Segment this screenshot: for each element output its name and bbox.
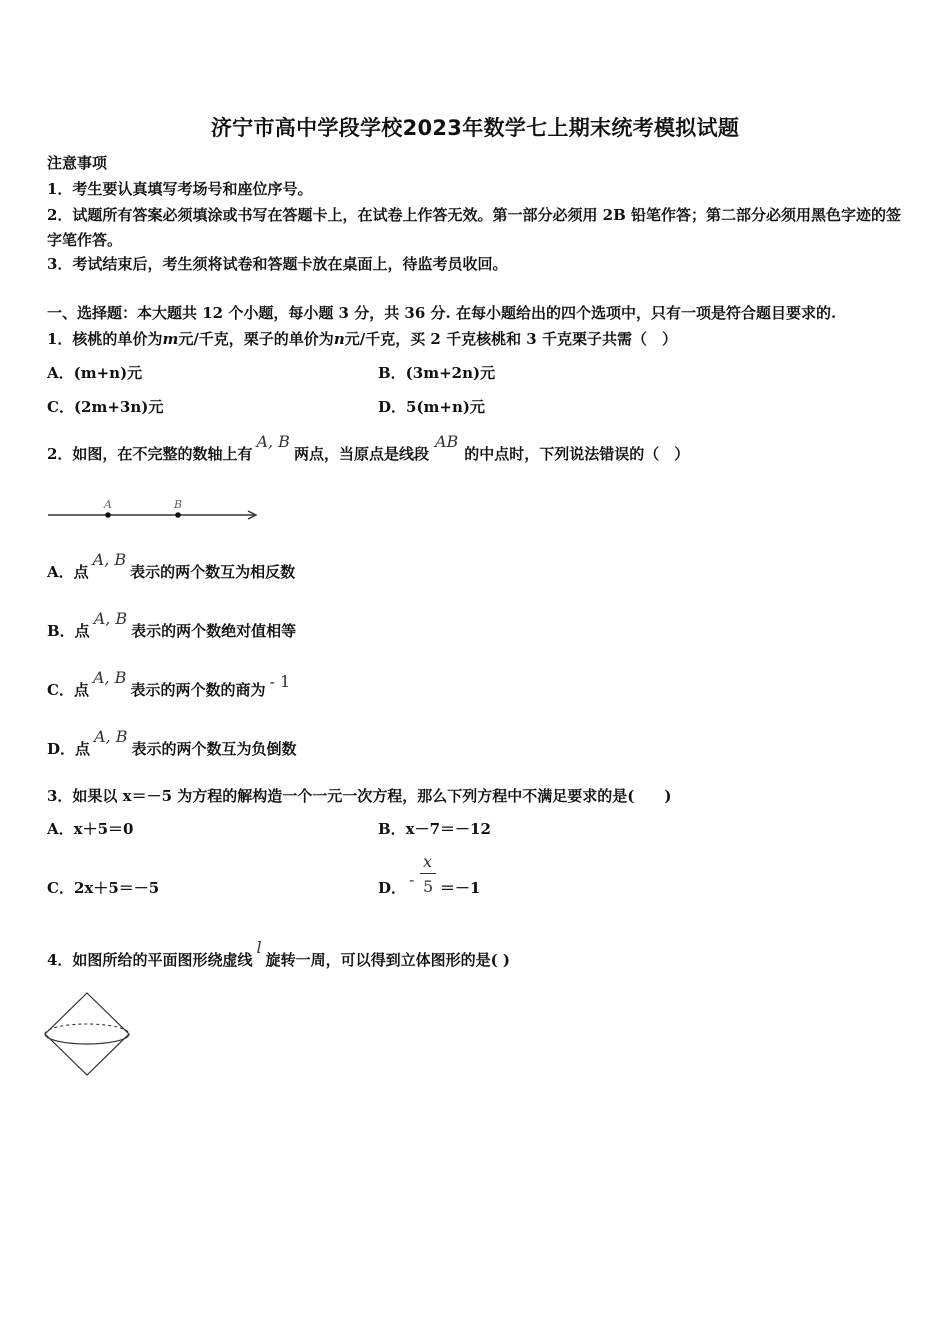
q2-option-prefix: B．点 (47, 622, 90, 640)
q1-stem-part: 1．核桃的单价为 (47, 330, 163, 348)
q2-stem-part: 2．如图，在不完整的数轴上有 (47, 445, 253, 463)
notice-item-2: 2．试题所有答案必须填涂或书写在答题卡上，在试卷上作答无效。第一部分必须用 2B 铅笔作答；第二部分必须用黑色字迹的签字笔作答。 (47, 206, 902, 249)
notice-heading: 注意事项 (47, 154, 108, 172)
number-line-figure (44, 494, 264, 526)
q2-option-prefix: C．点 (47, 681, 89, 699)
q1-option-c: C．(2m+3n)元 (47, 398, 164, 416)
point-a-label: A (104, 498, 112, 511)
q2-option-math: A, B (94, 727, 128, 746)
q2-option-text: 表示的两个数互为负倒数 (131, 740, 297, 758)
q3-option-b: B．x－7＝－12 (378, 820, 491, 838)
point-b-label: B (174, 498, 183, 511)
q4-stem-part: 旋转一周，可以得到立体图形的是( ) (265, 951, 510, 969)
q3-option-d-denominator: 5 (423, 877, 434, 896)
q2-option-text: 表示的两个数互为相反数 (130, 563, 296, 581)
q1-var-n: n (333, 330, 345, 348)
q2-option-a (47, 550, 296, 582)
question-2-stem (47, 432, 690, 464)
q1-option-a: A．(m+n)元 (47, 364, 143, 382)
q3-option-a: A．x＋5＝0 (47, 820, 134, 838)
q2-option-math: A, B (92, 550, 127, 569)
q2-option-b (47, 609, 297, 641)
rhombus-shape (45, 993, 129, 1075)
rotation-figure (40, 990, 136, 1082)
q3-option-d-rest: ＝－1 (440, 879, 481, 897)
q2-option-d (47, 727, 297, 759)
q4-stem-part: 4．如图所给的平面图形绕虚线 (47, 951, 253, 969)
notice-item-3: 3．考试结束后，考生须将试卷和答题卡放在桌面上，待监考员收回。 (47, 255, 508, 273)
ellipse-back-dashed (45, 1024, 129, 1034)
q2-stem-part: 的中点时，下列说法错误的（ ） (464, 445, 690, 463)
q2-option-c (47, 668, 291, 700)
question-4-stem (47, 938, 510, 970)
section-heading: 一、选择题：本大题共 12 个小题，每小题 3 分，共 36 分. 在每小题给出的四个选项中，只有一项是符合题目要求的. (47, 304, 837, 322)
q1-option-b: B．(3m+2n)元 (378, 364, 496, 382)
notice-item-1: 1．考生要认真填写考场号和座位序号。 (47, 180, 313, 198)
fraction-bar (420, 873, 436, 874)
q2-option-c-value: - 1 (269, 672, 291, 691)
q3-option-d-sign: - (409, 870, 415, 889)
q4-var-l: l (256, 938, 262, 957)
question-1-stem (47, 328, 677, 349)
q2-option-prefix: A．点 (47, 563, 89, 581)
q2-stem-part: 两点，当原点是线段 (293, 445, 429, 463)
q3-option-c: C．2x＋5＝－5 (47, 879, 160, 897)
q2-option-math: A, B (93, 609, 128, 628)
q1-stem-part: 元/千克，栗子的单价为 (178, 330, 334, 348)
q2-option-math: A, B (92, 668, 127, 687)
page-title: 济宁市高中学段学校2023年数学七上期末统考模拟试题 (210, 116, 740, 140)
q2-math-seg: AB (434, 432, 459, 451)
q2-option-text: 表示的两个数的商为 (130, 681, 266, 699)
point-a (105, 512, 111, 518)
q3-option-d-numerator: x (423, 852, 433, 871)
q2-option-text: 表示的两个数绝对值相等 (131, 622, 297, 640)
point-b (175, 512, 181, 518)
q3-option-d-label: D． (378, 879, 407, 897)
q1-stem-part: 元/千克，买 2 千克核桃和 3 千克栗子共需（ ） (344, 330, 677, 348)
q1-var-m: m (162, 330, 179, 348)
q1-option-d: D．5(m+n)元 (378, 398, 485, 416)
q2-math-ab: A, B (256, 432, 290, 451)
ellipse-front (45, 1034, 129, 1044)
q2-option-prefix: D．点 (47, 740, 91, 758)
question-3-stem: 3．如果以 x＝－5 为方程的解构造一个一元一次方程，那么下列方程中不满足要求的是( ) (47, 787, 672, 805)
